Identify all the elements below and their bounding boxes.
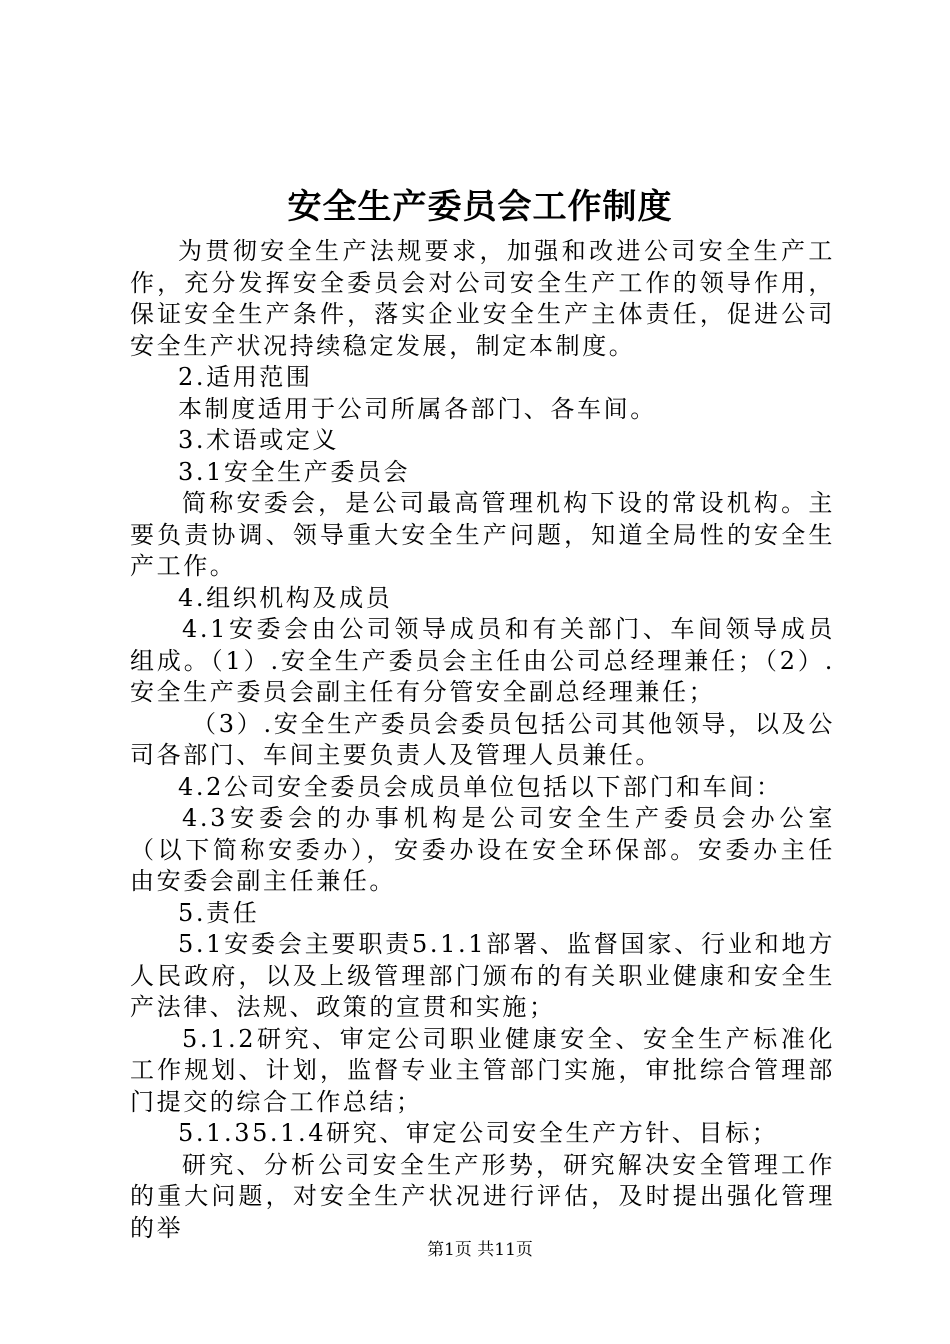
organization-paragraph-4-3: 4.3安委会的办事机构是公司安全生产委员会办公室（以下简称安委办），安委办设在安全环保部。安委办主任由安委会副主任兼任。 (130, 804, 835, 895)
document-body (130, 236, 835, 1244)
committee-definition-paragraph: 简称安委会，是公司最高管理机构下设的常设机构。主要负责协调、领导重大安全生产问题，知道全局性的安全生产工作。 (130, 489, 835, 580)
subsection-heading-committee: 3.1安全生产委员会 (178, 457, 411, 486)
scope-paragraph: 本制度适用于公司所属各部门、各车间。 (178, 394, 657, 423)
organization-paragraph-4-1: 4.1安委会由公司领导成员和有关部门、车间领导成员组成。（1）.安全生产委员会主任由公司总经理兼任；（2）.安全生产委员会副主任有分管安全副总经理兼任； (130, 615, 835, 706)
organization-paragraph-members: （3）.安全生产委员会委员包括公司其他领导，以及公司各部门、车间主要负责人及管理人员兼任。 (130, 709, 835, 769)
section-heading-organization: 4.组织机构及成员 (178, 583, 393, 612)
document-title: 安全生产委员会工作制度 (287, 187, 673, 227)
section-heading-scope: 2.适用范围 (178, 363, 313, 391)
responsibility-paragraph-analysis: 研究、分析公司安全生产形势，研究解决安全管理工作的重大问题，对安全生产状况进行评估，及时提出强化管理的举 (130, 1150, 835, 1242)
organization-paragraph-4-2: 4.2公司安全委员会成员单位包括以下部门和车间： (178, 772, 783, 801)
responsibility-paragraph-5-1: 5.1安委会主要职责5.1.1部署、监督国家、行业和地方人民政府，以及上级管理部门颁布的有关职业健康和安全生产法律、法规、政策的宣贯和实施； (130, 930, 835, 1021)
intro-paragraph: 为贯彻安全生产法规要求，加强和改进公司安全生产工作，充分发挥安全委员会对公司安全生产工作的领导作用，保证安全生产条件，落实企业安全生产主体责任，促进公司安全生产状况持续稳定发展，制定本制度。 (130, 237, 835, 360)
section-heading-terms: 3.术语或定义 (178, 426, 340, 454)
responsibility-paragraph-5-1-2: 5.1.2研究、审定公司职业健康安全、安全生产标准化工作规划、计划，监督专业主管部门实施，审批综合管理部门提交的综合工作总结； (130, 1024, 835, 1116)
responsibility-paragraph-5-1-3: 5.1.35.1.4研究、审定公司安全生产方针、目标； (178, 1119, 779, 1147)
page-number-footer: 第1页 共11页 (427, 1240, 533, 1260)
section-heading-responsibility: 5.责任 (178, 898, 260, 927)
